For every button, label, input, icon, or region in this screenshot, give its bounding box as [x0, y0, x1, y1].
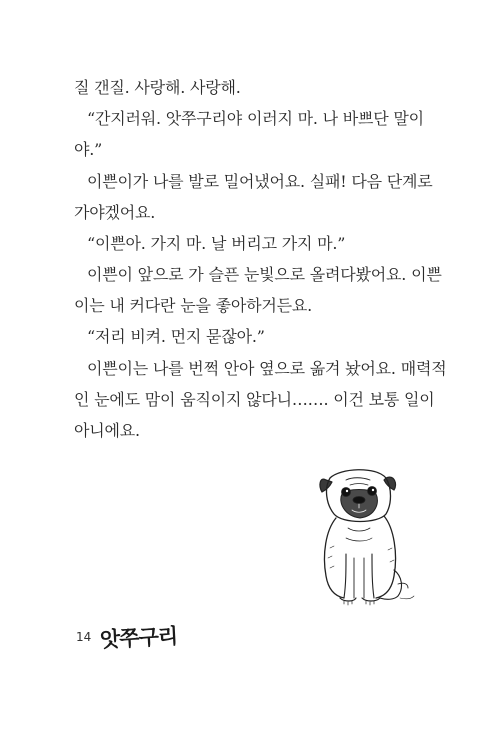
- text-line: “저리 비켜. 먼지 묻잖아.”: [87, 327, 265, 346]
- text-line: 이쁜이가 나를 발로 밀어냈어요. 실패! 다음 단계로: [87, 172, 433, 191]
- text-line: 아니에요.: [74, 421, 140, 440]
- page-number: 14: [76, 630, 92, 644]
- pug-dog-icon: [300, 458, 420, 608]
- text-line: 이쁜이는 나를 번쩍 안아 옆으로 옮겨 놨어요. 매력적: [87, 359, 447, 378]
- text-line: 이는 내 커다란 눈을 좋아하거든요.: [74, 296, 313, 315]
- text-line: 질 갠질. 사랑해. 사랑해.: [74, 78, 241, 97]
- text-line: 가야겠어요.: [74, 203, 156, 222]
- page-footer: [76, 623, 256, 652]
- text-line: 야.”: [74, 140, 103, 159]
- book-title-logo: 앗쭈구리: [99, 623, 178, 652]
- text-line: 인 눈에도 맘이 움직이지 않다니……. 이건 보통 일이: [74, 390, 435, 409]
- text-line: 이쁜이 앞으로 가 슬픈 눈빛으로 올려다봤어요. 이쁜: [87, 265, 442, 284]
- text-line: “이쁜아. 가지 마. 날 버리고 가지 마.”: [87, 234, 346, 253]
- text-line: “간지러워. 앗쭈구리야 이러지 마. 나 바쁘단 말이: [87, 109, 424, 128]
